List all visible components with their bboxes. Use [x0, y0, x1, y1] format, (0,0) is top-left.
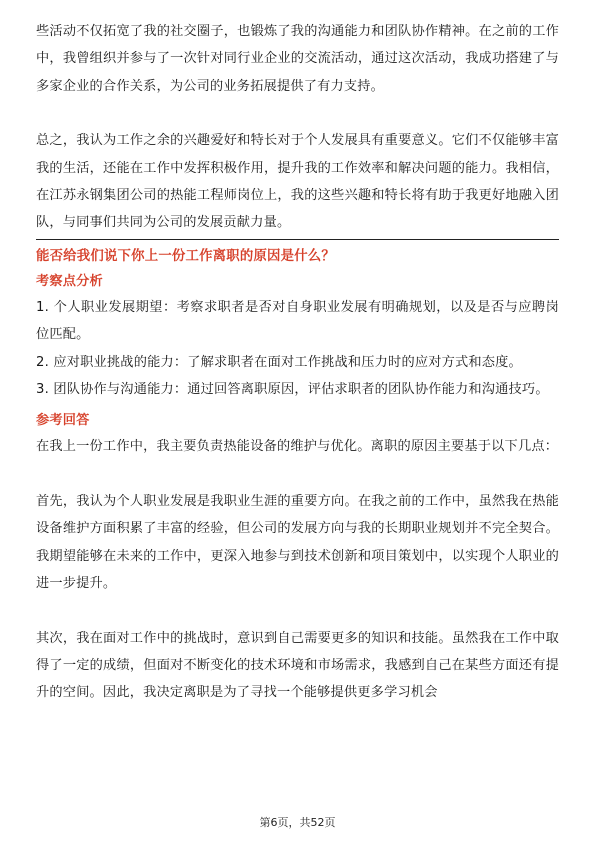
analysis-item-2: 2. 应对职业挑战的能力：了解求职者在面对工作挑战和压力时的应对方式和态度。: [36, 354, 522, 370]
question-heading: 能否给我们说下你上一份工作离职的原因是什么？: [36, 248, 335, 264]
answer-paragraph-3: 其次，我在面对工作中的挑战时，意识到自己需要更多的知识和技能。虽然我在工作中取得了一定的成绩，但面对不断变化的技术环境和市场需求，我感到自己在某些方面还有提升的空间。因此，我决定离职是为了寻找一个能够提供更多学习机会: [36, 630, 559, 701]
answer-heading: 参考回答: [36, 413, 90, 429]
answer-paragraph-2: 首先，我认为个人职业发展是我职业生涯的重要方向。在我之前的工作中，虽然我在热能设备维护方面积累了丰富的经验，但公司的发展方向与我的长期职业规划并不完全契合。我期望能够在未来的工作中，更深入地参与到技术创新和项目策划中，以实现个人职业的进一步提升。: [36, 493, 559, 592]
analysis-item-1: 1. 个人职业发展期望：考察求职者是否对自身职业发展有明确规划，以及是否与应聘岗位匹配。: [36, 299, 559, 343]
analysis-item-3: 3. 团队协作与沟通能力：通过回答离职原因，评估求职者的团队协作能力和沟通技巧。: [36, 382, 549, 398]
analysis-heading: 考察点分析: [36, 273, 103, 289]
intro-paragraph-2: 总之，我认为工作之余的兴趣爱好和特长对于个人发展具有重要意义。它们不仅能够丰富我的生活，还能在工作中发挥积极作用，提升我的工作效率和解决问题的能力。我相信，在江苏永钢集团公司的热能工程师岗位上，我的这些兴趣和特长将有助于我更好地融入团队，与同事们共同为公司的发展贡献力量。: [36, 133, 559, 231]
page-number-footer: 第6页，共52页: [259, 816, 336, 829]
intro-paragraph-1: 些活动不仅拓宽了我的社交圈子，也锻炼了我的沟通能力和团队协作精神。在之前的工作中，我曾组织并参与了一次针对同行业企业的交流活动，通过这次活动，我成功搭建了与多家企业的合作关系，为公司的业务拓展提供了有力支持。: [36, 24, 559, 94]
page-content: [36, 18, 559, 707]
answer-paragraph-1: 在我上一份工作中，我主要负责热能设备的维护与优化。离职的原因主要基于以下几点：: [36, 439, 559, 455]
section-divider: [36, 239, 559, 240]
